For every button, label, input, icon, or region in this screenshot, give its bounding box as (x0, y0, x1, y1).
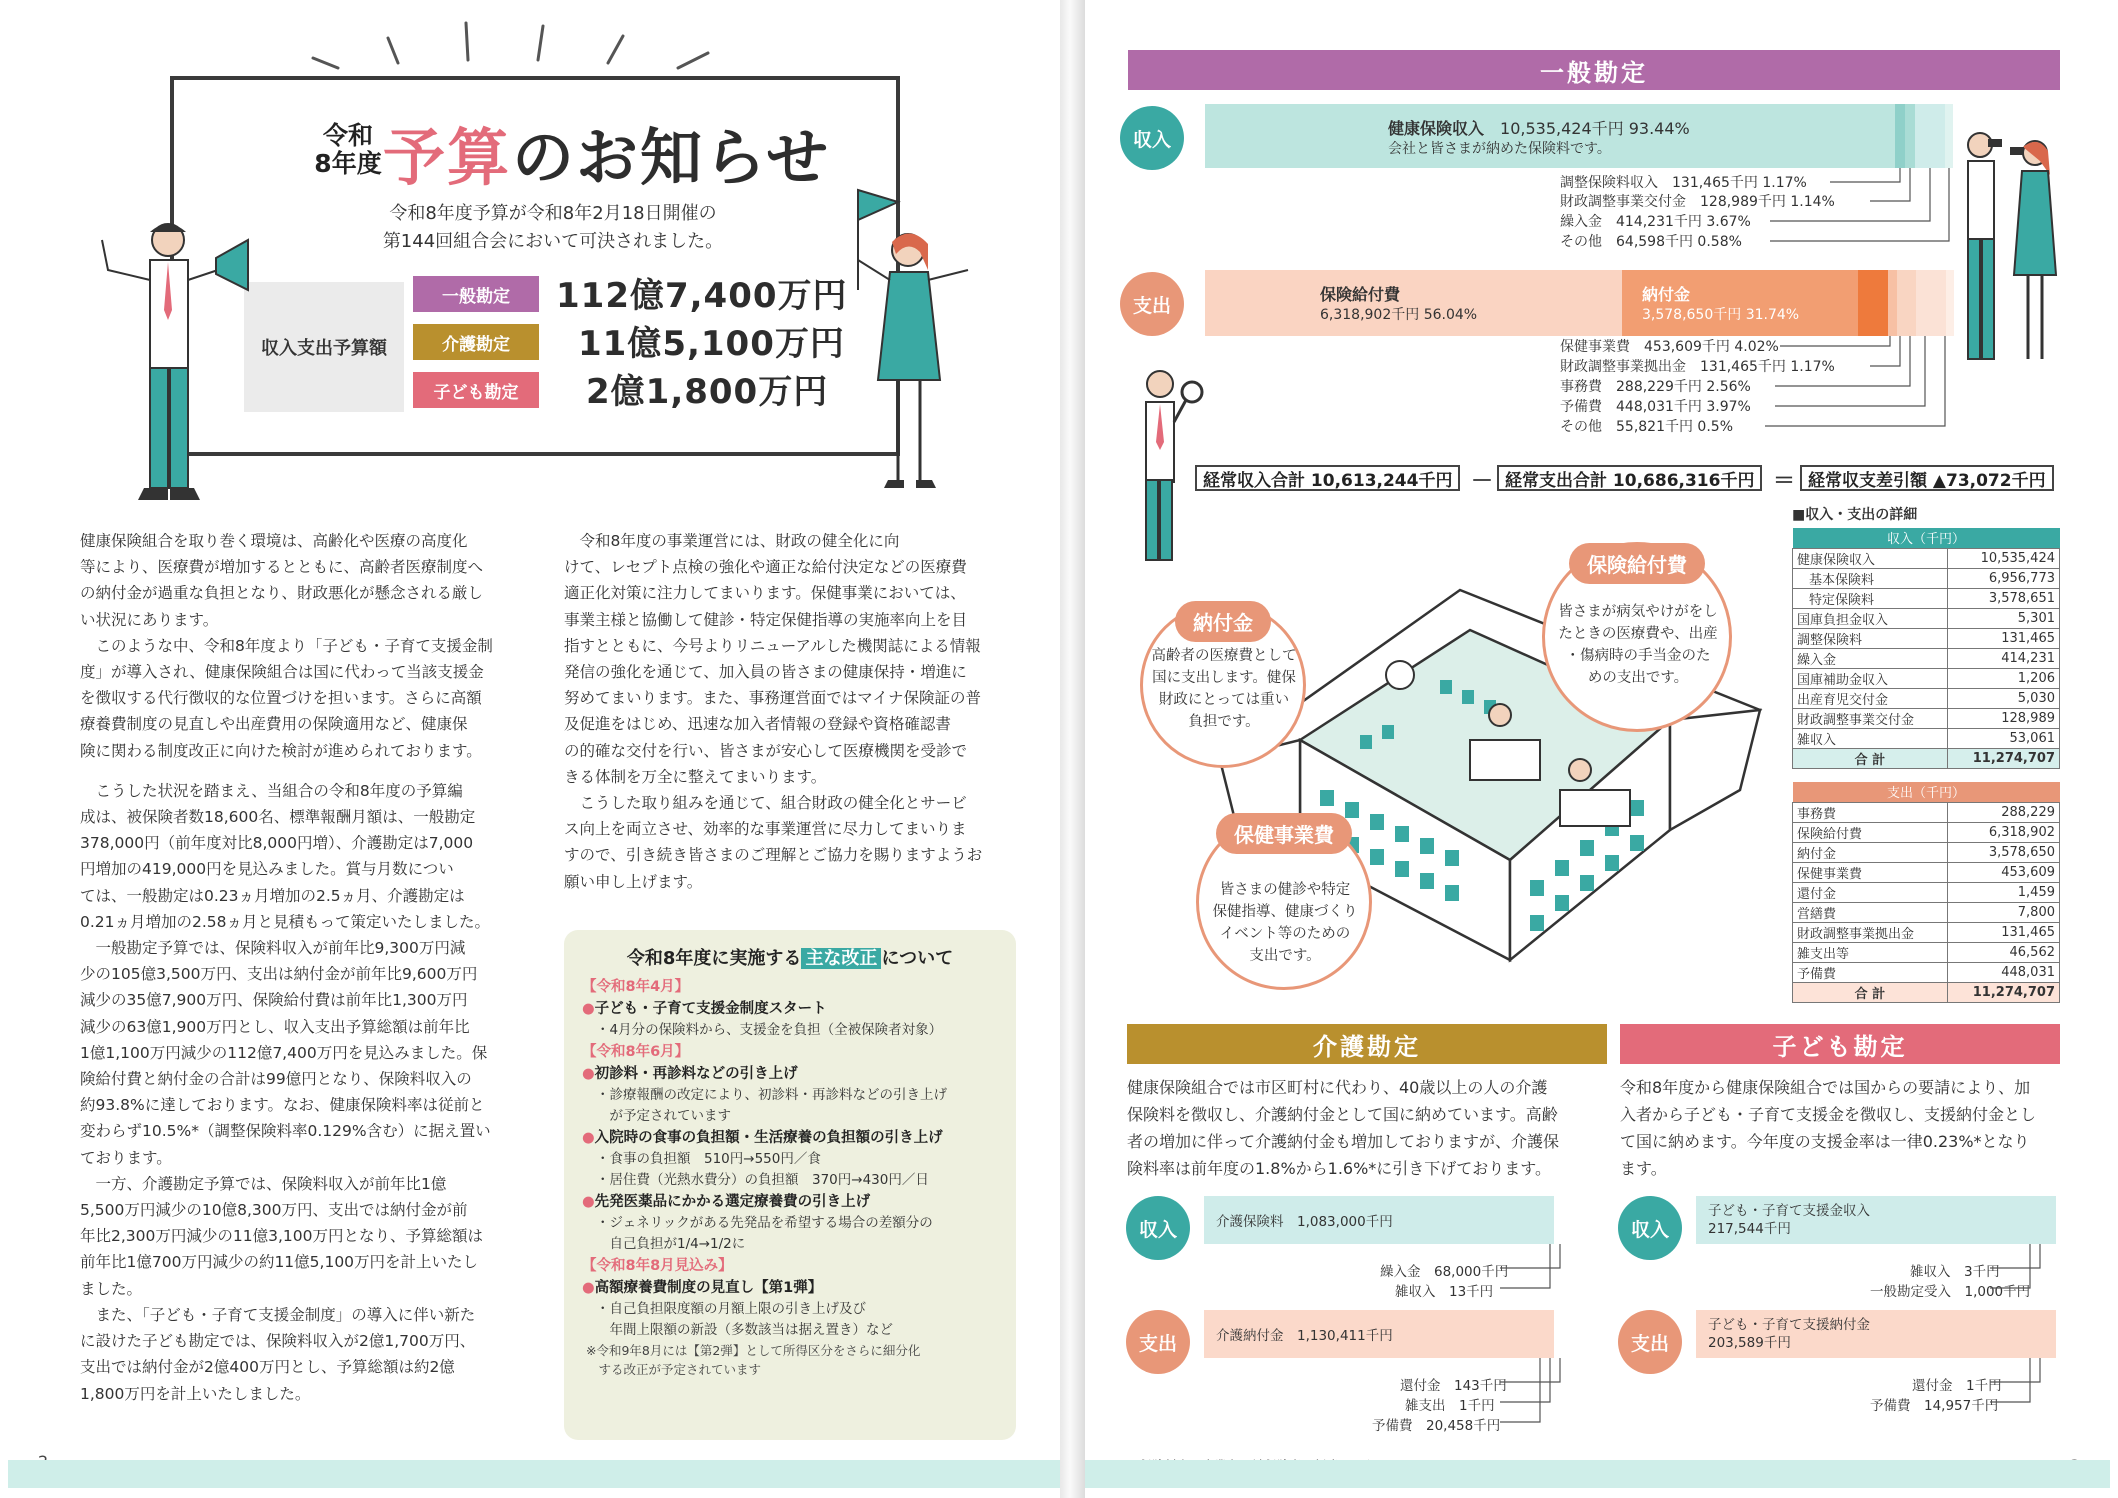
table-row (1793, 962, 2060, 982)
body-line: このような中、令和8年度より「子ども・子育て支援金制 (80, 636, 493, 655)
account-badge-general: 一般勘定 (413, 276, 539, 312)
child-income-bar: 子ども・子育て支援金収入 217,544千円 (1696, 1196, 2056, 1244)
reform-sub: 自己負担が1/4→1/2に (596, 1236, 746, 1252)
body-line: 健康保険組合を取り巻く環境は、高齢化や医療の高度化 (80, 532, 468, 550)
reform-sub: ・ジェネリックがある先発品を希望する場合の差額分の (596, 1215, 933, 1231)
child-expense-bar: 子ども・子育て支援納付金 203,589千円 (1696, 1310, 2056, 1358)
table-header-row (1793, 782, 2060, 802)
body-line: 少の105億3,500万円、支出は納付金が前年比9,600万円 (80, 965, 478, 984)
care-description (1127, 1074, 1617, 1182)
table-row (1793, 842, 2060, 862)
care-leader-lines (1500, 1240, 1570, 1430)
bubble-line: 皆さまが病気やけがをし (1558, 604, 1718, 620)
expense-levy-value: 3,578,650千円 31.74% (1642, 307, 1800, 323)
body-line: こうした状況を踏まえ、当組合の令和8年度の予算編 (80, 781, 463, 800)
body-line: 5,500万円減少の10億8,300万円、支出では納付金が前 (80, 1201, 468, 1220)
table-cell-name: 還付金 (1793, 882, 1948, 902)
body-line: 約93.8%に達しております。なお、健康保険料率は従前と (80, 1096, 485, 1115)
body-line: 一方、介護勘定予算では、保険料収入が前年比1億 (80, 1174, 447, 1193)
eq-balance: 経常収支差引額 ▲73,072千円 (1800, 465, 2054, 491)
body-line: こうした取り組みを通じて、組合財政の健全化とサービ (564, 794, 967, 813)
care-income-other-1: 雑収入 13千円 (1395, 1284, 1494, 1300)
body-line: 支出では納付金が2億400万円とし、予算総額は約2億 (80, 1358, 455, 1377)
care-income-other-0: 繰入金 68,000千円 (1380, 1264, 1509, 1280)
table-cell-name: 基本保険料 (1793, 568, 1948, 588)
description-line: 令和8年度から健康保険組合では国からの要請により、加 (1620, 1078, 2031, 1097)
bottom-bar-right (1085, 1460, 2110, 1488)
title-yosan: 予算 (383, 121, 512, 194)
care-expense-other-2: 予備費 20,458千円 (1372, 1418, 1501, 1434)
income-other-1: 財政調整事業交付金 128,989千円 1.14% (1560, 194, 1835, 210)
body-line: ました。 (80, 1279, 143, 1298)
table-row (1793, 688, 2060, 708)
table-cell-name: 健康保険収入 (1793, 548, 1948, 568)
expense-other-2: 事務費 288,229千円 2.56% (1560, 379, 1751, 395)
table-row (1793, 882, 2060, 902)
body-line: 一般勘定予算では、保険料収入が前年比9,300万円減 (80, 939, 466, 958)
table-cell-value: 5,030 (1947, 688, 2059, 708)
description-line: て国に納めます。今年度の支援金率は一律0.23%*となり (1620, 1132, 2030, 1151)
table-row (1793, 548, 2060, 568)
description-line: 者の増加に伴って介護納付金も増加しておりますが、介護保 (1127, 1132, 1560, 1151)
table-header: 収入（千円） (1793, 528, 2060, 548)
income-seg-adjust (1895, 104, 1905, 168)
general-income-badge: 収入 (1120, 106, 1184, 170)
table-cell-name: 財政調整事業拠出金 (1793, 922, 1948, 942)
table-cell-name: 国庫補助金収入 (1793, 668, 1948, 688)
body-line: 378,000円（前年度対比8,000円増）、介護勘定は7,000 (80, 834, 474, 853)
eq-minus: － (1471, 469, 1494, 494)
reform-title: 令和8年度に実施する 主な改正 について (626, 948, 954, 969)
body-line: すので、引き続き皆さまのご理解とご協力を賜りますようお (564, 846, 983, 865)
table-row (1793, 568, 2060, 588)
body-line: けて、レセプト点検の強化や適正な給付決定などの医療費 (564, 558, 967, 577)
expense-seg-reserve (1916, 270, 1946, 336)
description-line: 入者から子ども・子育て支援金を徴収し、支援納付金とし (1620, 1105, 2037, 1124)
table-row (1793, 862, 2060, 882)
care-income-badge: 収入 (1126, 1196, 1190, 1260)
body-line: 令和8年度の事業運営には、財政の健全化に向 (564, 532, 900, 550)
care-expense-other-1: 雑支出 1千円 (1405, 1398, 1495, 1414)
binocular-people-illustration (1950, 115, 2070, 375)
amount-care: 11億5,100万円 (578, 324, 845, 364)
table-cell-name: 雑支出等 (1793, 942, 1948, 962)
body-line: ては、一般勘定は0.23ヵ月増加の2.5ヵ月、介護勘定は (80, 886, 465, 905)
body-line: 0.21ヵ月増加の2.58ヵ月と見積もって策定いたしました。 (80, 912, 491, 931)
table-cell-name: 雑収入 (1793, 728, 1948, 748)
bubble-health-title: 保健事業費 (1216, 813, 1352, 854)
table-cell-name: 保険給付費 (1793, 822, 1948, 842)
body-line: ております。 (80, 1148, 172, 1167)
table-row (1793, 822, 2060, 842)
child-leader-lines (1990, 1240, 2050, 1410)
child-description (1620, 1074, 2065, 1182)
bubble-line: 支出です。 (1249, 948, 1321, 964)
child-expense-other-1: 予備費 14,957千円 (1870, 1398, 1999, 1414)
title-year: 令和 8年度 (314, 121, 382, 178)
care-account-banner: 介護勘定 (1127, 1024, 1607, 1064)
eq-equals: ＝ (1773, 469, 1796, 494)
table-total-value: 11,274,707 (1947, 748, 2059, 768)
general-account-banner: 一般勘定 (1128, 50, 2060, 90)
bubble-health (1196, 814, 1372, 990)
table-cell-value: 10,535,424 (1947, 548, 2059, 568)
reform-it: ●子ども・子育て支援金制度スタート (582, 1001, 827, 1017)
income-other-2: 繰入金 414,231千円 3.67% (1560, 214, 1751, 230)
expense-other-4: その他 55,821千円 0.5% (1560, 419, 1734, 435)
reform-sub: ・自己負担限度額の月額上限の引き上げ及び (596, 1301, 866, 1317)
table-cell-value: 128,989 (1947, 708, 2059, 728)
table-cell-value: 6,956,773 (1947, 568, 2059, 588)
table-header-row (1793, 528, 2060, 548)
table-total-row (1793, 982, 2060, 1002)
expense-seg-benefit (1205, 270, 1622, 336)
table-cell-name: 財政調整事業交付金 (1793, 708, 1948, 728)
body-line: に設けた子ども勘定では、保険料収入が2億1,700万円、 (80, 1332, 476, 1351)
table-cell-value: 3,578,650 (1947, 842, 2059, 862)
bubble-line: 皆さまの健診や特定 (1219, 882, 1351, 898)
reform-it: ●初診料・再診料などの引き上げ (582, 1066, 798, 1082)
bubble-line: 負担です。 (1188, 714, 1260, 730)
table-row (1793, 728, 2060, 748)
body-line: 発信の強化を通じて、加入員の皆さまの健康保持・増進に (564, 663, 967, 682)
reform-sub: 年間上限額の新設（多数該当は据え置き）など (596, 1322, 893, 1338)
body-line: い状況にあります。 (80, 610, 219, 629)
amount-child: 2億1,800万円 (586, 372, 829, 412)
bubble-benefit (1542, 542, 1732, 732)
body-line: 1,800万円を計上いたしました。 (80, 1384, 311, 1403)
body-line: 減少の35億7,900万円、保険給付費は前年比1,300万円 (80, 991, 468, 1010)
bubble-line: ・傷病時の手当金のた (1565, 648, 1711, 664)
body-line: きる体制を万全に整えてまいります。 (564, 767, 827, 786)
reform-it: ●入院時の食事の負担額・生活療養の負担額の引き上げ (582, 1130, 943, 1146)
detail-title: ■収入・支出の詳細 (1792, 507, 1918, 523)
reform-sub: が予定されています (596, 1108, 731, 1124)
child-expense-other-0: 還付金 1千円 (1912, 1378, 2002, 1394)
table-row (1793, 668, 2060, 688)
title-subtitle: 令和8年度予算が令和8年2月18日開催の 第144回組合会において可決されました。 (382, 203, 724, 252)
body-line: 適正化対策に注力してまいります。保健事業においては、 (564, 584, 966, 603)
body-line: を徴収する代行徴収的な位置づけを担います。さらに高額 (80, 689, 482, 708)
table-cell-name: 事務費 (1793, 802, 1948, 822)
table-row (1793, 628, 2060, 648)
reform-it: ●高額療養費制度の見直し【第1弾】 (582, 1280, 823, 1296)
table-cell-value: 3,578,651 (1947, 588, 2059, 608)
general-expense-badge: 支出 (1120, 272, 1184, 336)
body-line: 努めてまいります。また、事務運営面ではマイナ保険証の普 (564, 689, 981, 708)
table-cell-value: 6,318,902 (1947, 822, 2059, 842)
body-line: の的確な交付を行い、皆さまが安心して医療機関を受診で (564, 741, 968, 760)
table-cell-value: 453,609 (1947, 862, 2059, 882)
table-total-label: 合 計 (1793, 748, 1948, 768)
table-cell-name: 保健事業費 (1793, 862, 1948, 882)
reform-sub: ・4月分の保険料から、支援金を負担（全被保険者対象） (596, 1022, 943, 1038)
table-cell-value: 5,301 (1947, 608, 2059, 628)
income-detail-table (1792, 528, 2060, 769)
body-line: また、「子ども・子育て支援金制度」の導入に伴い新た (80, 1305, 476, 1324)
expense-other-0: 保健事業費 453,609千円 4.02% (1560, 339, 1779, 355)
bubble-levy-title: 納付金 (1175, 601, 1271, 642)
amount-general: 112億7,400万円 (556, 276, 848, 316)
description-line: 健康保険組合では市区町村に代わり、40歳以上の人の介護 (1127, 1078, 1548, 1097)
body-line: 事業主様と協働して健診・特定保健指導の実施率向上を目 (564, 610, 968, 629)
care-expense-other-0: 還付金 143千円 (1400, 1378, 1507, 1394)
body-line: 及促進をはじめ、迅速な加入者情報の登録や資格確認書 (564, 715, 951, 734)
table-cell-name: 特定保険料 (1793, 588, 1948, 608)
table-cell-value: 53,061 (1947, 728, 2059, 748)
table-cell-name: 営繕費 (1793, 902, 1948, 922)
budget-label: 収入支出予算額 (244, 282, 404, 412)
reform-sub: ・居住費（光熱水費分）の負担額 370円→430円／日 (596, 1172, 929, 1188)
bubble-levy-text (1151, 645, 1297, 733)
body-line: 療養費制度の見直しや出産費用の保険適用など、健康保 (80, 715, 468, 734)
table-row (1793, 648, 2060, 668)
bubble-line: たときの医療費や、出産 (1558, 626, 1718, 642)
table-row (1793, 708, 2060, 728)
body-line: 成は、被保険者数18,600名、標準報酬月額は、一般勘定 (80, 808, 476, 827)
table-total-label: 合 計 (1793, 982, 1948, 1002)
body-line: 1億1,100万円減少の112億7,400万円を見込みました。保 (80, 1043, 488, 1062)
bubble-levy (1140, 602, 1306, 768)
bullet-icon: ● (582, 1001, 595, 1017)
income-other-0: 調整保険料収入 131,465千円 1.17% (1560, 175, 1807, 191)
bullet-icon: ● (582, 1194, 595, 1210)
expense-seg-fin (1888, 270, 1897, 336)
table-cell-name: 納付金 (1793, 842, 1948, 862)
table-cell-value: 46,562 (1947, 942, 2059, 962)
body-line: 願い申し上げます。 (564, 872, 703, 891)
child-income-other-1: 一般勘定受入 1,000千円 (1870, 1284, 2031, 1300)
expense-detail-table (1792, 782, 2060, 1003)
expense-levy-name: 納付金 (1642, 285, 1691, 304)
table-cell-value: 131,465 (1947, 628, 2059, 648)
right-page (0, 10, 2110, 1488)
child-account-banner: 子ども勘定 (1620, 1024, 2060, 1064)
reform-sec: 【令和8年4月】 (582, 979, 690, 995)
bubble-line: 国に支出します。健保 (1152, 670, 1296, 686)
table-cell-name: 国庫負担金収入 (1793, 608, 1948, 628)
expense-benefit-name: 保険給付費 (1320, 285, 1401, 304)
bubble-line: イベント等のための (1219, 926, 1351, 942)
body-line: 変わらず10.5%*（調整保険料率0.129%含む）に据え置い (80, 1122, 491, 1141)
expense-benefit-value: 6,318,902千円 56.04% (1320, 307, 1478, 323)
income-seg-transfer (1915, 104, 1945, 168)
body-line: 前年比1億700万円減少の約11億5,100万円を計上いたし (80, 1253, 479, 1272)
child-income-badge: 収入 (1618, 1196, 1682, 1260)
table-row (1793, 588, 2060, 608)
bubble-benefit-text (1553, 601, 1723, 689)
bubble-line: 高齢者の医療費として (1151, 648, 1297, 664)
reform-note: する改正が予定されています (586, 1362, 762, 1377)
bubble-benefit-title: 保険給付費 (1569, 543, 1705, 584)
table-total-row (1793, 748, 2060, 768)
income-other-3: その他 64,598千円 0.58% (1560, 234, 1742, 250)
table-cell-value: 414,231 (1947, 648, 2059, 668)
reform-sub: ・食事の負担額 510円→550円／食 (596, 1151, 821, 1167)
eq-expense-total: 経常支出合計 10,686,316千円 (1497, 465, 1762, 491)
description-line: 保険料を徴収し、介護納付金として国に納めています。高齢 (1127, 1105, 1558, 1124)
description-line: 険料率は前年度の1.8%から1.6%*に引き下げております。 (1127, 1159, 1552, 1178)
table-cell-value: 288,229 (1947, 802, 2059, 822)
body-line: 年比2,300万円減少の11億3,100万円となり、予算総額は (80, 1227, 483, 1246)
table-row (1793, 608, 2060, 628)
description-line: ます。 (1620, 1159, 1667, 1178)
table-cell-value: 448,031 (1947, 962, 2059, 982)
expense-seg-health (1858, 270, 1888, 336)
bubble-health-text (1207, 879, 1363, 967)
table-row (1793, 942, 2060, 962)
table-cell-value: 7,800 (1947, 902, 2059, 922)
table-row (1793, 802, 2060, 822)
body-line: 度」が導入され、健康保険組合は国に代わって当該支援金 (80, 663, 484, 682)
bullet-icon: ● (582, 1130, 595, 1146)
bullet-icon: ● (582, 1280, 595, 1296)
table-cell-value: 1,206 (1947, 668, 2059, 688)
care-income-bar: 介護保険料 1,083,000千円 (1204, 1196, 1554, 1244)
table-cell-name: 予備費 (1793, 962, 1948, 982)
table-row (1793, 902, 2060, 922)
reform-sec: 【令和8年6月】 (582, 1044, 690, 1060)
body-line: の納付金が過重な負担となり、財政悪化が懸念される厳し (80, 584, 484, 603)
reform-sub: ・診療報酬の改定により、初診料・再診料などの引き上げ (596, 1087, 947, 1103)
care-expense-badge: 支出 (1126, 1310, 1190, 1374)
care-expense-bar: 介護納付金 1,130,411千円 (1204, 1310, 1554, 1358)
body-line: 減少の63億1,900万円とし、収入支出予算総額は前年比 (80, 1017, 470, 1036)
income-main-label: 健康保険収入 10,535,424千円 93.44% (1388, 119, 1690, 138)
title-oshirase: のお知らせ (512, 121, 831, 194)
account-badge-child: 子ども勘定 (413, 372, 539, 408)
table-header: 支出（千円） (1793, 782, 2060, 802)
expense-other-1: 財政調整事業拠出金 131,465千円 1.17% (1560, 359, 1835, 375)
expense-other-3: 予備費 448,031千円 3.97% (1560, 399, 1751, 415)
body-line: 険給付費と納付金の合計は99億円となり、保険料収入の (80, 1070, 472, 1089)
table-cell-value: 131,465 (1947, 922, 2059, 942)
table-row (1793, 922, 2060, 942)
bubble-line: 保健指導、健康づくり (1212, 904, 1358, 920)
income-seg-fin (1905, 104, 1915, 168)
bubble-line: 財政にとっては重い (1158, 692, 1290, 708)
table-cell-name: 繰入金 (1793, 648, 1948, 668)
reform-it: ●先発医薬品にかかる選定療養費の引き上げ (582, 1194, 871, 1210)
reform-note: ※令和9年8月には【第2弾】として所得区分をさらに細分化 (586, 1343, 921, 1358)
table-cell-value: 1,459 (1947, 882, 2059, 902)
body-line: 等により、医療費が増加するとともに、高齢者医療制度へ (80, 558, 484, 577)
account-badge-care: 介護勘定 (413, 324, 539, 360)
table-cell-name: 出産育児交付金 (1793, 688, 1948, 708)
body-line: 指すとともに、今号よりリニューアルした機関誌による情報 (564, 636, 981, 655)
child-expense-badge: 支出 (1618, 1310, 1682, 1374)
eq-income-total: 経常収入合計 10,613,244千円 (1195, 465, 1460, 491)
child-income-other-0: 雑収入 3千円 (1910, 1264, 2000, 1280)
body-line: 円増加の419,000円を見込みました。賞与月数につい (80, 860, 454, 879)
bullet-icon: ● (582, 1066, 595, 1082)
table-cell-name: 調整保険料 (1793, 628, 1948, 648)
body-line: 険に関わる制度改正に向けた検討が進められております。 (80, 741, 482, 760)
expense-seg-office (1897, 270, 1916, 336)
income-main-desc: 会社と皆さまが納めた保険料です。 (1388, 141, 1611, 157)
bubble-line: めの支出です。 (1587, 670, 1689, 686)
reform-sec: 【令和8年8月見込み】 (582, 1258, 733, 1274)
body-line: ス向上を両立させ、効率的な事業運営に尽力してまいりま (564, 820, 967, 839)
table-total-value: 11,274,707 (1947, 982, 2059, 1002)
